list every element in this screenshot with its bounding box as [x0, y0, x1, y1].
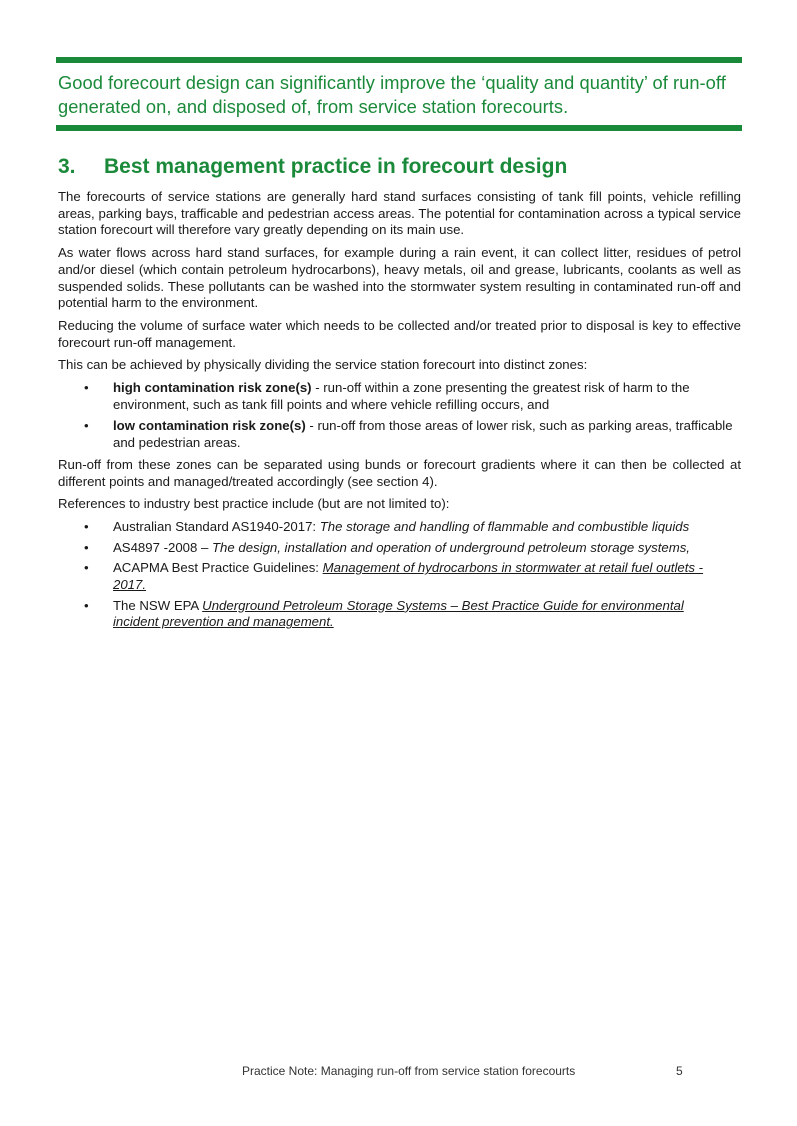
reference-list [58, 519, 741, 631]
reference-prefix: ACAPMA Best Practice Guidelines: [113, 560, 323, 576]
list-item-high-risk-zone [58, 380, 741, 413]
paragraph-run-off-separation: Run-off from these zones can be separated using bunds or forecourt gradients where it can then be collected at different points and managed/treated accordingly (see section 4). [58, 456, 741, 489]
reference-prefix: Australian Standard AS1940-2017: [113, 518, 320, 534]
bullet-icon: • [84, 597, 89, 613]
callout-top-rule [56, 57, 742, 63]
section-body [58, 189, 741, 635]
reference-title: The design, installation and operation of underground petroleum storage systems, [211, 539, 690, 555]
callout-bottom-rule [56, 125, 742, 131]
section-heading [58, 153, 748, 181]
list-item-reference [58, 598, 741, 631]
list-item-reference [58, 560, 741, 593]
nsw-epa-guide-link[interactable]: Underground Petroleum Storage Systems – Best Practice Guide for environmental incident prevention and management. [113, 597, 684, 630]
bullet-icon: • [84, 380, 89, 396]
callout-text: Good forecourt design can significantly improve the ‘quality and quantity’ of run-off generated on, and disposed of, from service station forecourts. [58, 72, 726, 117]
bullet-icon: • [84, 539, 89, 555]
zone-description: - run-off within a zone presenting the greatest risk of harm to the environment, such as tank fill points and where vehicle refilling occurs, and [113, 380, 690, 412]
zone-term: low contamination risk zone(s) [113, 418, 306, 434]
page-number: 5 [676, 1064, 683, 1078]
paragraph-dividing-zones: This can be achieved by physically dividing the service station forecourt into distinct zones: [58, 357, 588, 373]
list-item-reference [58, 540, 741, 557]
paragraph-references-intro: References to industry best practice include (but are not limited to): [58, 496, 450, 512]
footer-title: Practice Note: Managing run-off from service station forecourts [242, 1064, 576, 1078]
paragraph-forecourt-surfaces: The forecourts of service stations are generally hard stand surfaces consisting of tank fill points, vehicle refilling areas, parking bays, trafficable and pedestrian access areas. The potential for contamination across a typical service station forecourt will therefore vary greatly depending on its main use. [58, 189, 741, 238]
reference-prefix: The NSW EPA [113, 597, 203, 613]
acapma-guidelines-link[interactable]: Management of hydrocarbons in stormwater at retail fuel outlets - 2017. [113, 560, 704, 593]
zone-term: high contamination risk zone(s) [113, 380, 312, 396]
section-title: Best management practice in forecourt design [104, 155, 568, 178]
reference-title: The storage and handling of flammable and combustible liquids [319, 518, 690, 534]
list-item-reference [58, 519, 741, 536]
reference-prefix: AS4897 -2008 – [113, 539, 212, 555]
paragraph-water-flows: As water flows across hard stand surfaces, for example during a rain event, it can collect litter, residues of petrol and/or diesel (which contain petroleum hydrocarbons), heavy metals, oil and grease, lubricants, coolants as well as suspended solids. These pollutants can be washed into the stormwater system resulting in contaminated run-off and potential harm to the environment. [58, 245, 741, 311]
section-number: 3. [58, 155, 76, 178]
bullet-icon: • [84, 518, 89, 534]
bullet-icon: • [84, 418, 89, 434]
zone-description: - run-off from those areas of lower risk, such as parking areas, trafficable and pedestrian areas. [113, 418, 733, 451]
list-item-low-risk-zone [58, 418, 741, 451]
zone-list [58, 380, 741, 452]
bullet-icon: • [84, 560, 89, 576]
paragraph-reducing-volume: Reducing the volume of surface water which needs to be collected and/or treated prior to disposal is key to effective forecourt run-off management. [58, 317, 741, 350]
